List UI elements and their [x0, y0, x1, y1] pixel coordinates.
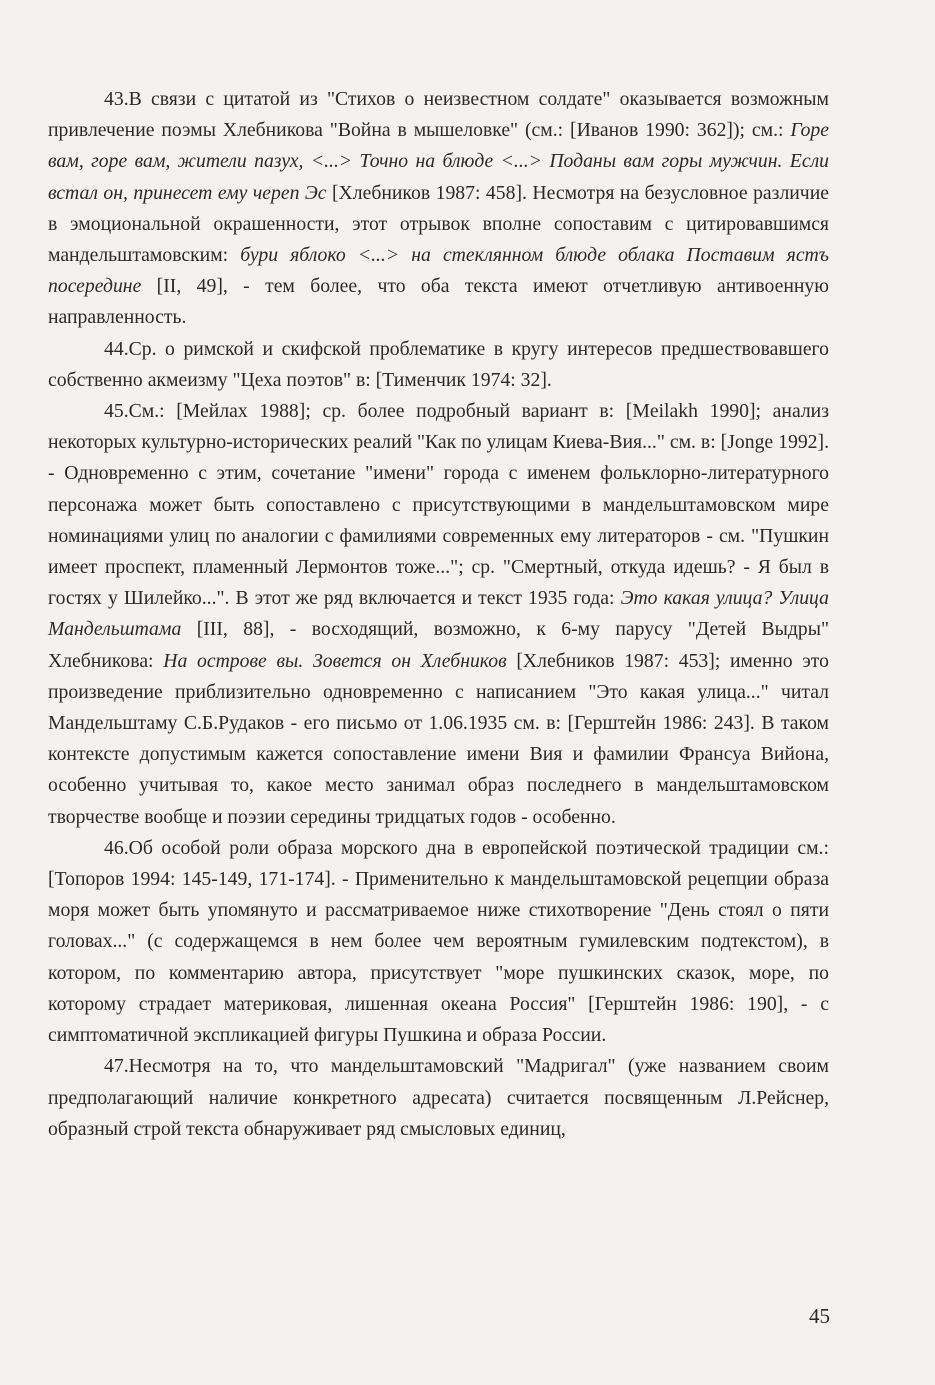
note-43-text-3: [II, 49], - тем более, что оба текста имеют отчетливую антивоенную направленность.	[48, 275, 829, 329]
note-46	[48, 833, 829, 1051]
note-45-text-2: [III, 88], - восходящий, возможно, к 6-му парусу "Детей Выдры" Хлебникова:	[48, 618, 829, 672]
note-43-text-1: 43.В связи с цитатой из "Стихов о неизвестном солдате" оказывается возможным привлечение поэмы Хлебникова "Война в мышеловке" (см.: [Иванов 1990: 362]); см.:	[48, 88, 829, 142]
note-43	[48, 84, 829, 334]
note-47-text: 47.Несмотря на то, что мандельштамовский "Мадригал" (уже названием своим предполагающий наличие конкретного адресата) считается посвященным Л.Рейснер, образный строй текста обнаруживает ряд смысловых единиц,	[48, 1055, 829, 1140]
endnotes	[48, 84, 829, 1145]
note-43-text-2: [Хлебников 1987: 458]. Несмотря на безусловное различие в эмоциональной окрашенности, этот отрывок вполне сопоставим с цитировавшимся мандельштамовским:	[48, 181, 829, 267]
note-44	[48, 334, 829, 396]
note-43-quote-2: бури яблоко <...> на стеклянном блюде облака Поставим ястъ посередине	[48, 244, 829, 298]
note-47	[48, 1051, 829, 1145]
note-45-text-1: 45.См.: [Мейлах 1988]; ср. более подробный вариант в: [Meilakh 1990]; анализ некоторых культурно-исторических реалий "Как по улицам Киева-Вия..." см. в: [Jonge 1992]. - Одновременно с этим, сочетание "имени" города с именем фольклорно-литературного персонажа может быть сопоставлено с присутствующими в мандельштамовском мире номинациями улиц по аналогии с фамилиями современных ему литераторов - см. "Пушкин имеет проспект, пламенный Лермонтов тоже..."; ср. "Смертный, откуда идешь? - Я был в гостях у Шилейко...". В этот же ряд включается и текст 1935 года:	[48, 400, 829, 610]
note-43-quote-1: Горе вам, горе вам, жители пазух, <...> Точно на блюде <...> Поданы вам горы мужчин. Если встал он, принесет ему череп Эс	[48, 119, 829, 204]
note-44-text: 44.Ср. о римской и скифской проблематике в кругу интересов предшествовавшего собственно акмеизму "Цеха поэтов" в: [Тименчик 1974: 32].	[48, 337, 829, 391]
note-45-quote-1: Это какая улица? Улица Мандельштама	[48, 587, 829, 641]
note-45-text-3: [Хлебников 1987: 453]; именно это произведение приблизительно одновременно с написанием "Это какая улица..." читал Мандельштаму С.Б.Рудаков - его письмо от 1.06.1935 см. в: [Герштейн 1986: 243]. В таком контексте допустимым кажется сопоставление имени Вия и фамилии Франсуа Вийона, особенно учитывая то, какое место занимал образ последнего в мандельштамовском творчестве вообще и поэзии середины тридцатых годов - особенно.	[48, 649, 829, 828]
page-number: 45	[809, 1304, 830, 1328]
note-46-text: 46.Об особой роли образа морского дна в европейской поэтической традиции см.: [Топоров 1994: 145-149, 171-174]. - Применительно к мандельштамовской рецепции образа моря может быть упомянуто и рассматриваемое ниже стихотворение "День стоял о пяти головах..." (с содержащемся в нем более чем вероятным гумилевским подтекстом), в котором, по комментарию автора, присутствует "море пушкинских сказок, море, по которому страдает материковая, лишенная океана Россия" [Герштейн 1986: 190], - с симптоматичной экспликацией фигуры Пушкина и образа России.	[48, 836, 829, 1047]
note-45	[48, 396, 829, 833]
note-45-quote-2: На острове вы. Зовется он Хлебников	[163, 649, 507, 672]
